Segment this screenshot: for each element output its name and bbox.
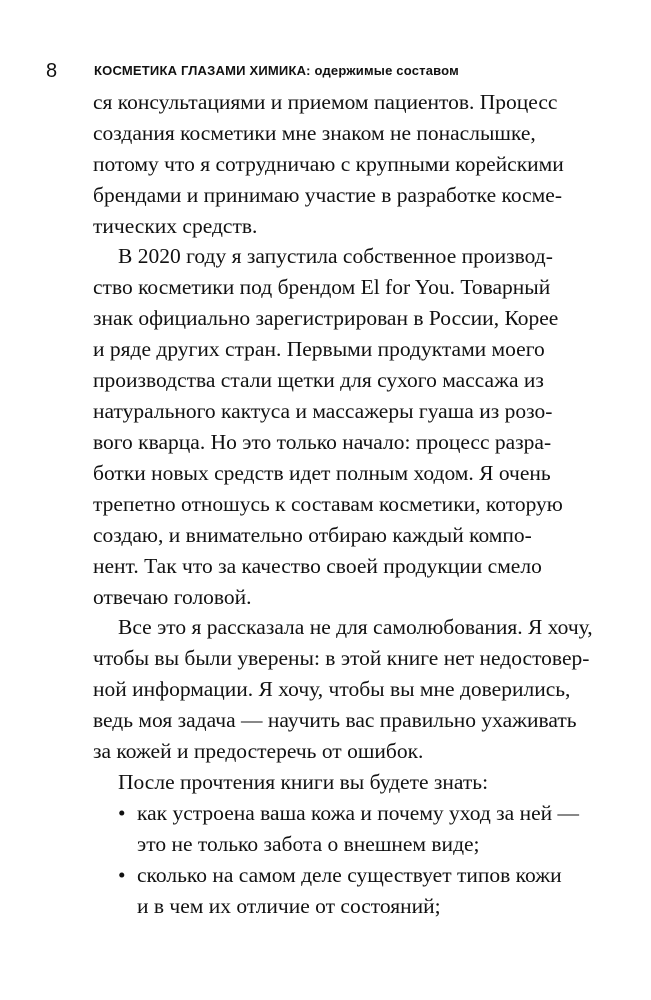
text-line: потому что я сотрудничаю с крупными корейскими [93, 152, 564, 176]
text-line: производства стали щетки для сухого массажа из [93, 368, 544, 392]
text-line: за кожей и предостеречь от ошибок. [93, 739, 424, 763]
text-line: тических средств. [93, 214, 258, 238]
text-line: ботки новых средств идет полным ходом. Я очень [93, 461, 551, 485]
page-header [46, 58, 606, 84]
text-line: чтобы вы были уверены: в этой книге нет недостовер- [93, 646, 590, 670]
text-line: и ряде других стран. Первыми продуктами моего [93, 337, 545, 361]
text-line: ство косметики под брендом El for You. Товарный [93, 275, 551, 299]
text-line: вого кварца. Но это только начало: процесс разра- [93, 430, 552, 454]
text-line: Все это я рассказала не для самолюбования. Я хочу, [118, 615, 593, 639]
list-item: и в чем их отличие от состояний; [137, 894, 441, 918]
text-line: трепетно отношусь к составам косметики, которую [93, 492, 563, 516]
text-line: нент. Так что за качество своей продукции смело [93, 554, 542, 578]
bullet-mark: • [118, 801, 126, 825]
text-line: ведь моя задача — научить вас правильно ухаживать [93, 708, 577, 732]
text-line: знак официально зарегистрирован в России, Корее [93, 306, 559, 330]
text-line: брендами и принимаю участие в разработке космe- [93, 183, 562, 207]
list-item: это не только забота о внешнем виде; [137, 832, 480, 856]
running-title [94, 61, 459, 81]
text-line: ной информации. Я хочу, чтобы вы мне доверились, [93, 677, 571, 701]
text-line: натурального кактуса и массажеры гуаша из розо- [93, 399, 553, 423]
text-line: ся консультациями и приемом пациентов. Процесс [93, 90, 558, 114]
list-item: как устроена ваша кожа и почему уход за ней — [137, 801, 580, 825]
text-line: В 2020 году я запустила собственное производ- [118, 244, 553, 268]
book-subtitle: одержимые составом [314, 63, 459, 78]
text-line: создания косметики мне знаком не понаслышке, [93, 121, 536, 145]
list-item: сколько на самом деле существует типов кожи [137, 863, 562, 887]
book-title: КОСМЕТИКА ГЛАЗАМИ ХИМИКА: [94, 63, 311, 78]
bullet-mark: • [118, 863, 126, 887]
text-line: отвечаю головой. [93, 585, 252, 609]
list-intro: После прочтения книги вы будете знать: [118, 770, 489, 794]
page-number: 8 [46, 60, 58, 82]
text-line: создаю, и внимательно отбираю каждый компо- [93, 523, 532, 547]
